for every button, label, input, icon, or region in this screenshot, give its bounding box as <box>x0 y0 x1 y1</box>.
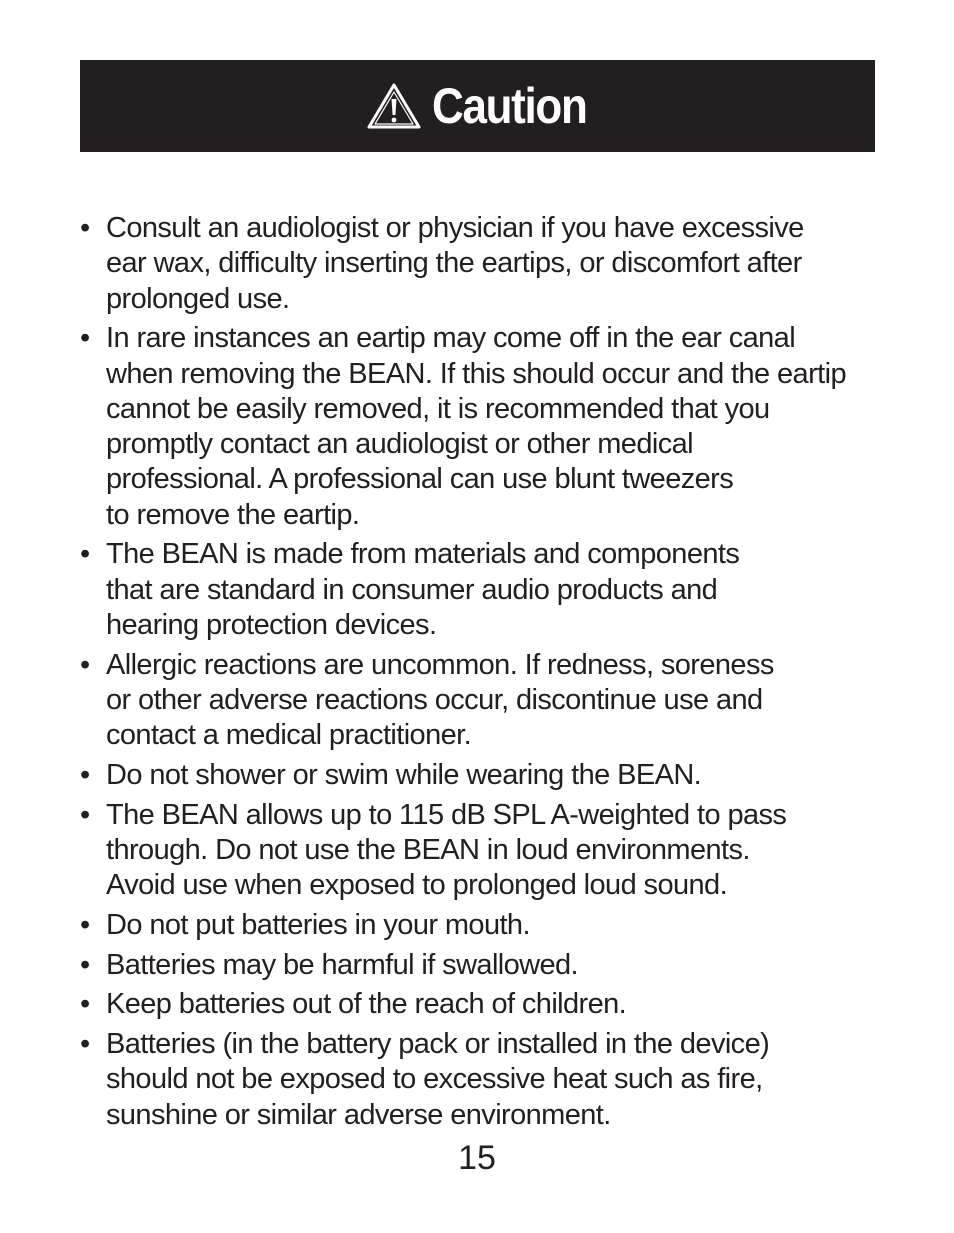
bullet-icon: • <box>80 798 90 831</box>
list-item <box>80 948 870 983</box>
list-item-text: Allergic reactions are uncommon. If redness, soreness or other adverse reactions occur, discontinue use and contact a medical practitioner. <box>106 648 774 752</box>
bullet-icon: • <box>80 908 90 941</box>
list-item <box>80 321 870 533</box>
warning-triangle-icon <box>366 82 422 130</box>
list-item <box>80 758 870 793</box>
list-item-text: Do not shower or swim while wearing the BEAN. <box>106 759 702 792</box>
list-item-text: Batteries (in the battery pack or installed in the device) should not be exposed to excessive heat such as fire, sunshine or similar adverse environment. <box>106 1028 770 1131</box>
list-item <box>80 211 870 317</box>
bullet-icon: • <box>80 1028 90 1061</box>
list-item-text: Consult an audiologist or physician if you have excessive ear wax, difficulty inserting the eartips, or discomfort after prolonged use. <box>106 212 804 315</box>
list-item <box>80 1027 870 1133</box>
bullet-icon: • <box>80 988 90 1021</box>
bullet-icon: • <box>80 759 90 792</box>
list-item-text: In rare instances an eartip may come off in the ear canal when removing the BEAN. If this should occur and the eartip cannot be easily removed, it is recommended that you promptly contact an audiologist or other medical professional. A professional can use blunt tweezers to remove the eartip. <box>106 322 846 531</box>
list-item <box>80 987 870 1022</box>
caution-banner <box>80 60 875 152</box>
list-item-text: Keep batteries out of the reach of children. <box>106 988 627 1021</box>
bullet-icon: • <box>80 948 90 981</box>
page-number: 15 <box>458 1139 496 1177</box>
bullet-icon: • <box>80 648 90 681</box>
list-item-text: Do not put batteries in your mouth. <box>106 908 530 941</box>
list-item-text: The BEAN allows up to 115 dB SPL A-weighted to pass through. Do not use the BEAN in loud environments. Avoid use when exposed to prolonged loud sound. <box>106 798 787 902</box>
page-title: Caution <box>431 78 587 134</box>
bullet-icon: • <box>80 212 90 244</box>
caution-list <box>80 211 870 1137</box>
list-item <box>80 648 870 754</box>
caution-heading <box>366 78 590 134</box>
list-item-text: The BEAN is made from materials and components that are standard in consumer audio products and hearing protection devices. <box>106 538 740 642</box>
list-item <box>80 537 870 643</box>
list-item <box>80 908 870 943</box>
list-item <box>80 798 870 904</box>
list-item-text: Batteries may be harmful if swallowed. <box>106 948 579 981</box>
bullet-icon: • <box>80 538 90 571</box>
bullet-icon: • <box>80 322 90 355</box>
